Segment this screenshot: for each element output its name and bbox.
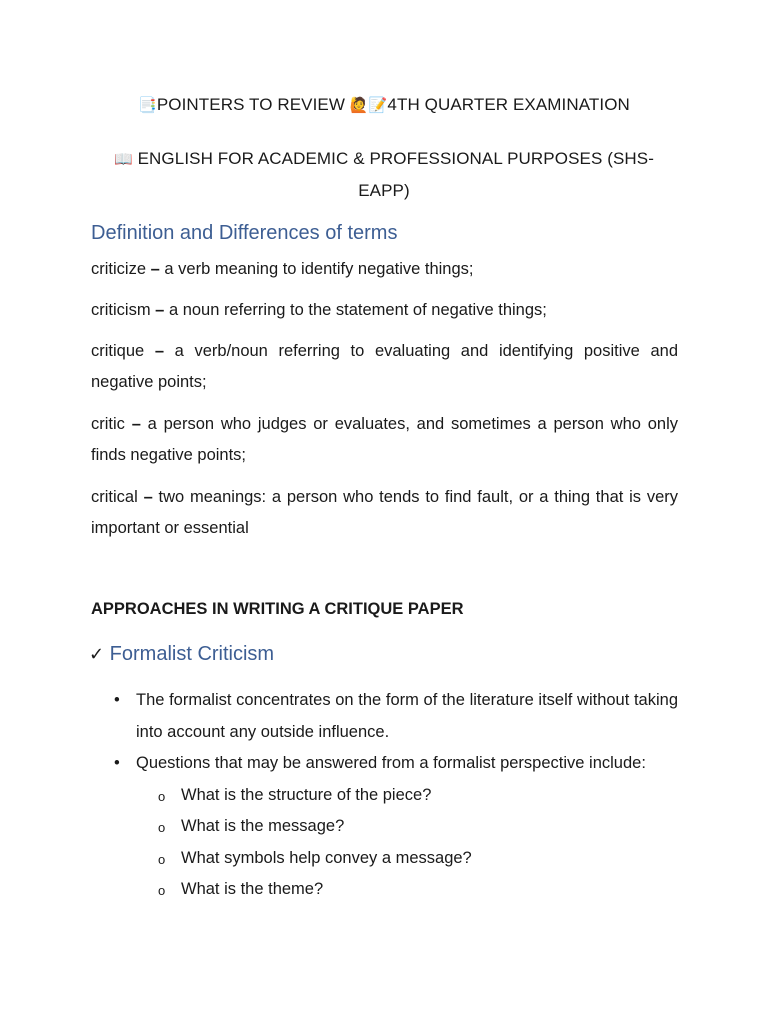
term: critique	[91, 342, 145, 360]
dash: –	[154, 342, 165, 360]
term: critic	[91, 415, 125, 433]
dash: –	[155, 301, 165, 319]
list-item	[91, 811, 678, 843]
bullet-text: The formalist concentrates on the form of the literature itself without taking into account any outside influence.	[136, 691, 678, 741]
question-text: What symbols help convey a message?	[181, 848, 472, 867]
definition-text: a verb/noun referring to evaluating and identifying positive and negative points;	[91, 342, 678, 391]
sub-bullet-icon: o	[158, 883, 166, 898]
list-item	[91, 874, 678, 906]
list-item	[91, 685, 678, 748]
definition-critique	[91, 336, 678, 398]
subject-title	[0, 143, 768, 207]
definition-criticism	[91, 295, 678, 326]
memo-icon: 📝	[368, 96, 388, 114]
definition-criticize	[91, 254, 678, 285]
definition-text: a noun referring to the statement of negative things;	[164, 301, 547, 319]
sub-bullet-icon: o	[158, 820, 166, 835]
list-item	[91, 748, 678, 906]
title-text-a: POINTERS TO REVIEW	[156, 95, 350, 114]
dash: –	[131, 415, 141, 433]
term: critical	[91, 488, 138, 506]
document-title	[0, 95, 768, 115]
bullet-text: Questions that may be answered from a formalist perspective include:	[136, 754, 646, 772]
open-book-icon: 📖	[114, 150, 133, 168]
checkmark-icon: ✓	[89, 644, 105, 665]
dash: –	[150, 260, 160, 278]
bookmark-tabs-icon: 📑	[138, 96, 157, 114]
formalist-heading	[89, 643, 274, 666]
term: criticize	[91, 260, 147, 278]
list-item	[91, 780, 678, 812]
definition-text: two meanings: a person who tends to find fault, or a thing that is very important or essential	[91, 488, 678, 537]
bullet-icon: •	[114, 691, 120, 709]
person-raising-hand-icon: 🙋	[349, 96, 369, 114]
definition-critic	[91, 409, 678, 471]
question-text: What is the structure of the piece?	[181, 785, 432, 804]
approaches-heading: APPROACHES IN WRITING A CRITIQUE PAPER	[91, 600, 464, 618]
dash: –	[143, 488, 153, 506]
bullet-icon: •	[114, 754, 120, 772]
title-text-b: 4TH QUARTER EXAMINATION	[387, 95, 630, 114]
definition-text: a verb meaning to identify negative things;	[159, 260, 474, 278]
formalist-bullet-list	[91, 685, 678, 906]
sub-bullet-icon: o	[158, 788, 166, 804]
question-list	[136, 780, 678, 906]
definitions-heading: Definition and Differences of terms	[91, 222, 398, 244]
sub-bullet-icon: o	[158, 851, 166, 867]
subject-text-b: EAPP)	[358, 181, 410, 200]
formalist-label: Formalist Criticism	[109, 643, 275, 665]
subject-text-a: ENGLISH FOR ACADEMIC & PROFESSIONAL PURPOSES (SHS-	[132, 149, 654, 168]
definition-text: a person who judges or evaluates, and sometimes a person who only finds negative points;	[91, 415, 678, 464]
list-item	[91, 843, 678, 875]
question-text: What is the message?	[181, 817, 345, 835]
question-text: What is the theme?	[181, 880, 324, 898]
definition-critical	[91, 482, 678, 544]
term: criticism	[91, 301, 151, 319]
